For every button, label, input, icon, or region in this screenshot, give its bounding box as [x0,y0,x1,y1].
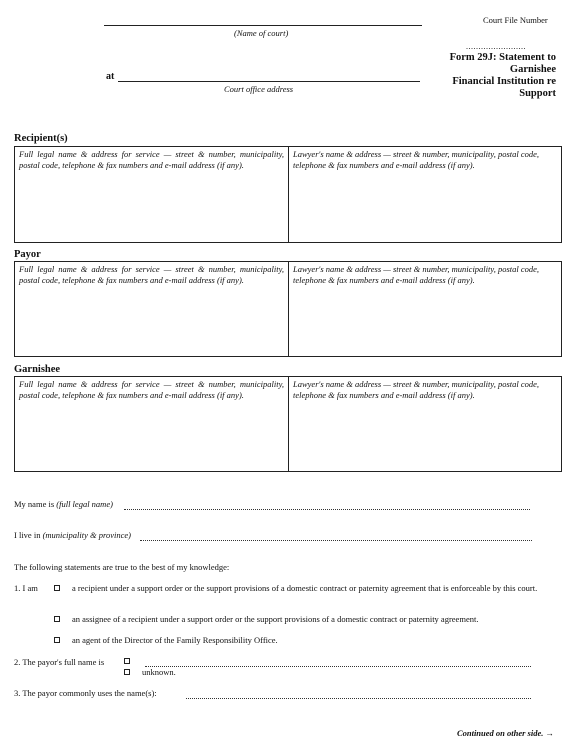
payor-other-names-field[interactable] [186,698,531,699]
payor-box [14,261,562,357]
recipient-box [14,146,562,243]
court-name-line[interactable] [104,25,422,26]
item1-option-assignee: an assignee of a recipient under a support order or the support provisions of a domestic contract or paternity agreement. [72,614,479,624]
name-prefix: My name is [14,499,57,509]
garnishee-lawyer-field[interactable]: Lawyer's name & address — street & number, municipality, postal code, telephone & fax numbers and e-mail address (if any). [293,379,540,400]
item1-option-recipient: a recipient under a support order or the support provisions of a domestic contract or paternity agreement that is enforceable by this court. [72,583,538,593]
name-statement [14,499,113,509]
form-title-line: Financial Institution re [452,76,556,87]
recipient-lawyer-field[interactable]: Lawyer's name & address — street & number, municipality, postal code, telephone & fax numbers and e-mail address (if any). [293,149,540,170]
residence-field[interactable] [140,540,532,541]
residence-prefix: I live in [14,530,43,540]
item1-label: 1. I am [14,583,38,593]
item1-option-agent: an agent of the Director of the Family Responsibility Office. [72,635,278,645]
recipient-details-field[interactable]: Full legal name & address for service — street & number, municipality, postal code, telephone & fax numbers and e-mail address (if any). [15,147,289,242]
payor-unknown-checkbox[interactable] [124,669,130,675]
agent-checkbox[interactable] [54,637,60,643]
garnishee-details-field[interactable]: Full legal name & address for service — street & number, municipality, postal code, telephone & fax numbers and e-mail address (if any). [15,377,289,471]
court-name-caption: (Name of court) [234,28,289,38]
residence-hint: (municipality & province) [42,530,132,540]
recipient-checkbox[interactable] [54,585,60,591]
name-hint: (full legal name) [56,499,113,509]
form-title-line: Garnishee [509,64,556,75]
recipient-heading: Recipient(s) [14,133,68,144]
form-title-line: Form 29J: Statement to [449,52,556,63]
form-title [406,52,556,100]
court-file-number-field[interactable]: ........................ [466,42,526,51]
residence-statement [14,530,131,540]
payor-heading: Payor [14,249,41,260]
payor-unknown-label: unknown. [142,667,176,677]
payor-name-field[interactable] [145,666,531,667]
payor-details-field[interactable]: Full legal name & address for service — street & number, municipality, postal code, telephone & fax numbers and e-mail address (if any). [15,262,289,356]
continued-note: Continued on other side. → [456,728,554,738]
at-label: at [106,71,115,82]
name-field[interactable] [124,509,530,510]
garnishee-heading: Garnishee [14,364,61,375]
court-address-caption: Court office address [224,84,294,94]
item3-label: 3. The payor commonly uses the name(s): [14,688,157,698]
court-address-line[interactable] [118,81,420,82]
payor-lawyer-field[interactable]: Lawyer's name & address — street & number, municipality, postal code, telephone & fax numbers and e-mail address (if any). [293,264,540,285]
statements-intro: The following statements are true to the best of my knowledge: [14,562,230,572]
form-title-line: Support [519,88,556,99]
garnishee-box [14,376,562,472]
payor-name-checkbox[interactable] [124,658,130,664]
court-file-number-label: Court File Number [483,15,548,25]
assignee-checkbox[interactable] [54,616,60,622]
item2-label: 2. The payor's full name is [14,657,105,667]
